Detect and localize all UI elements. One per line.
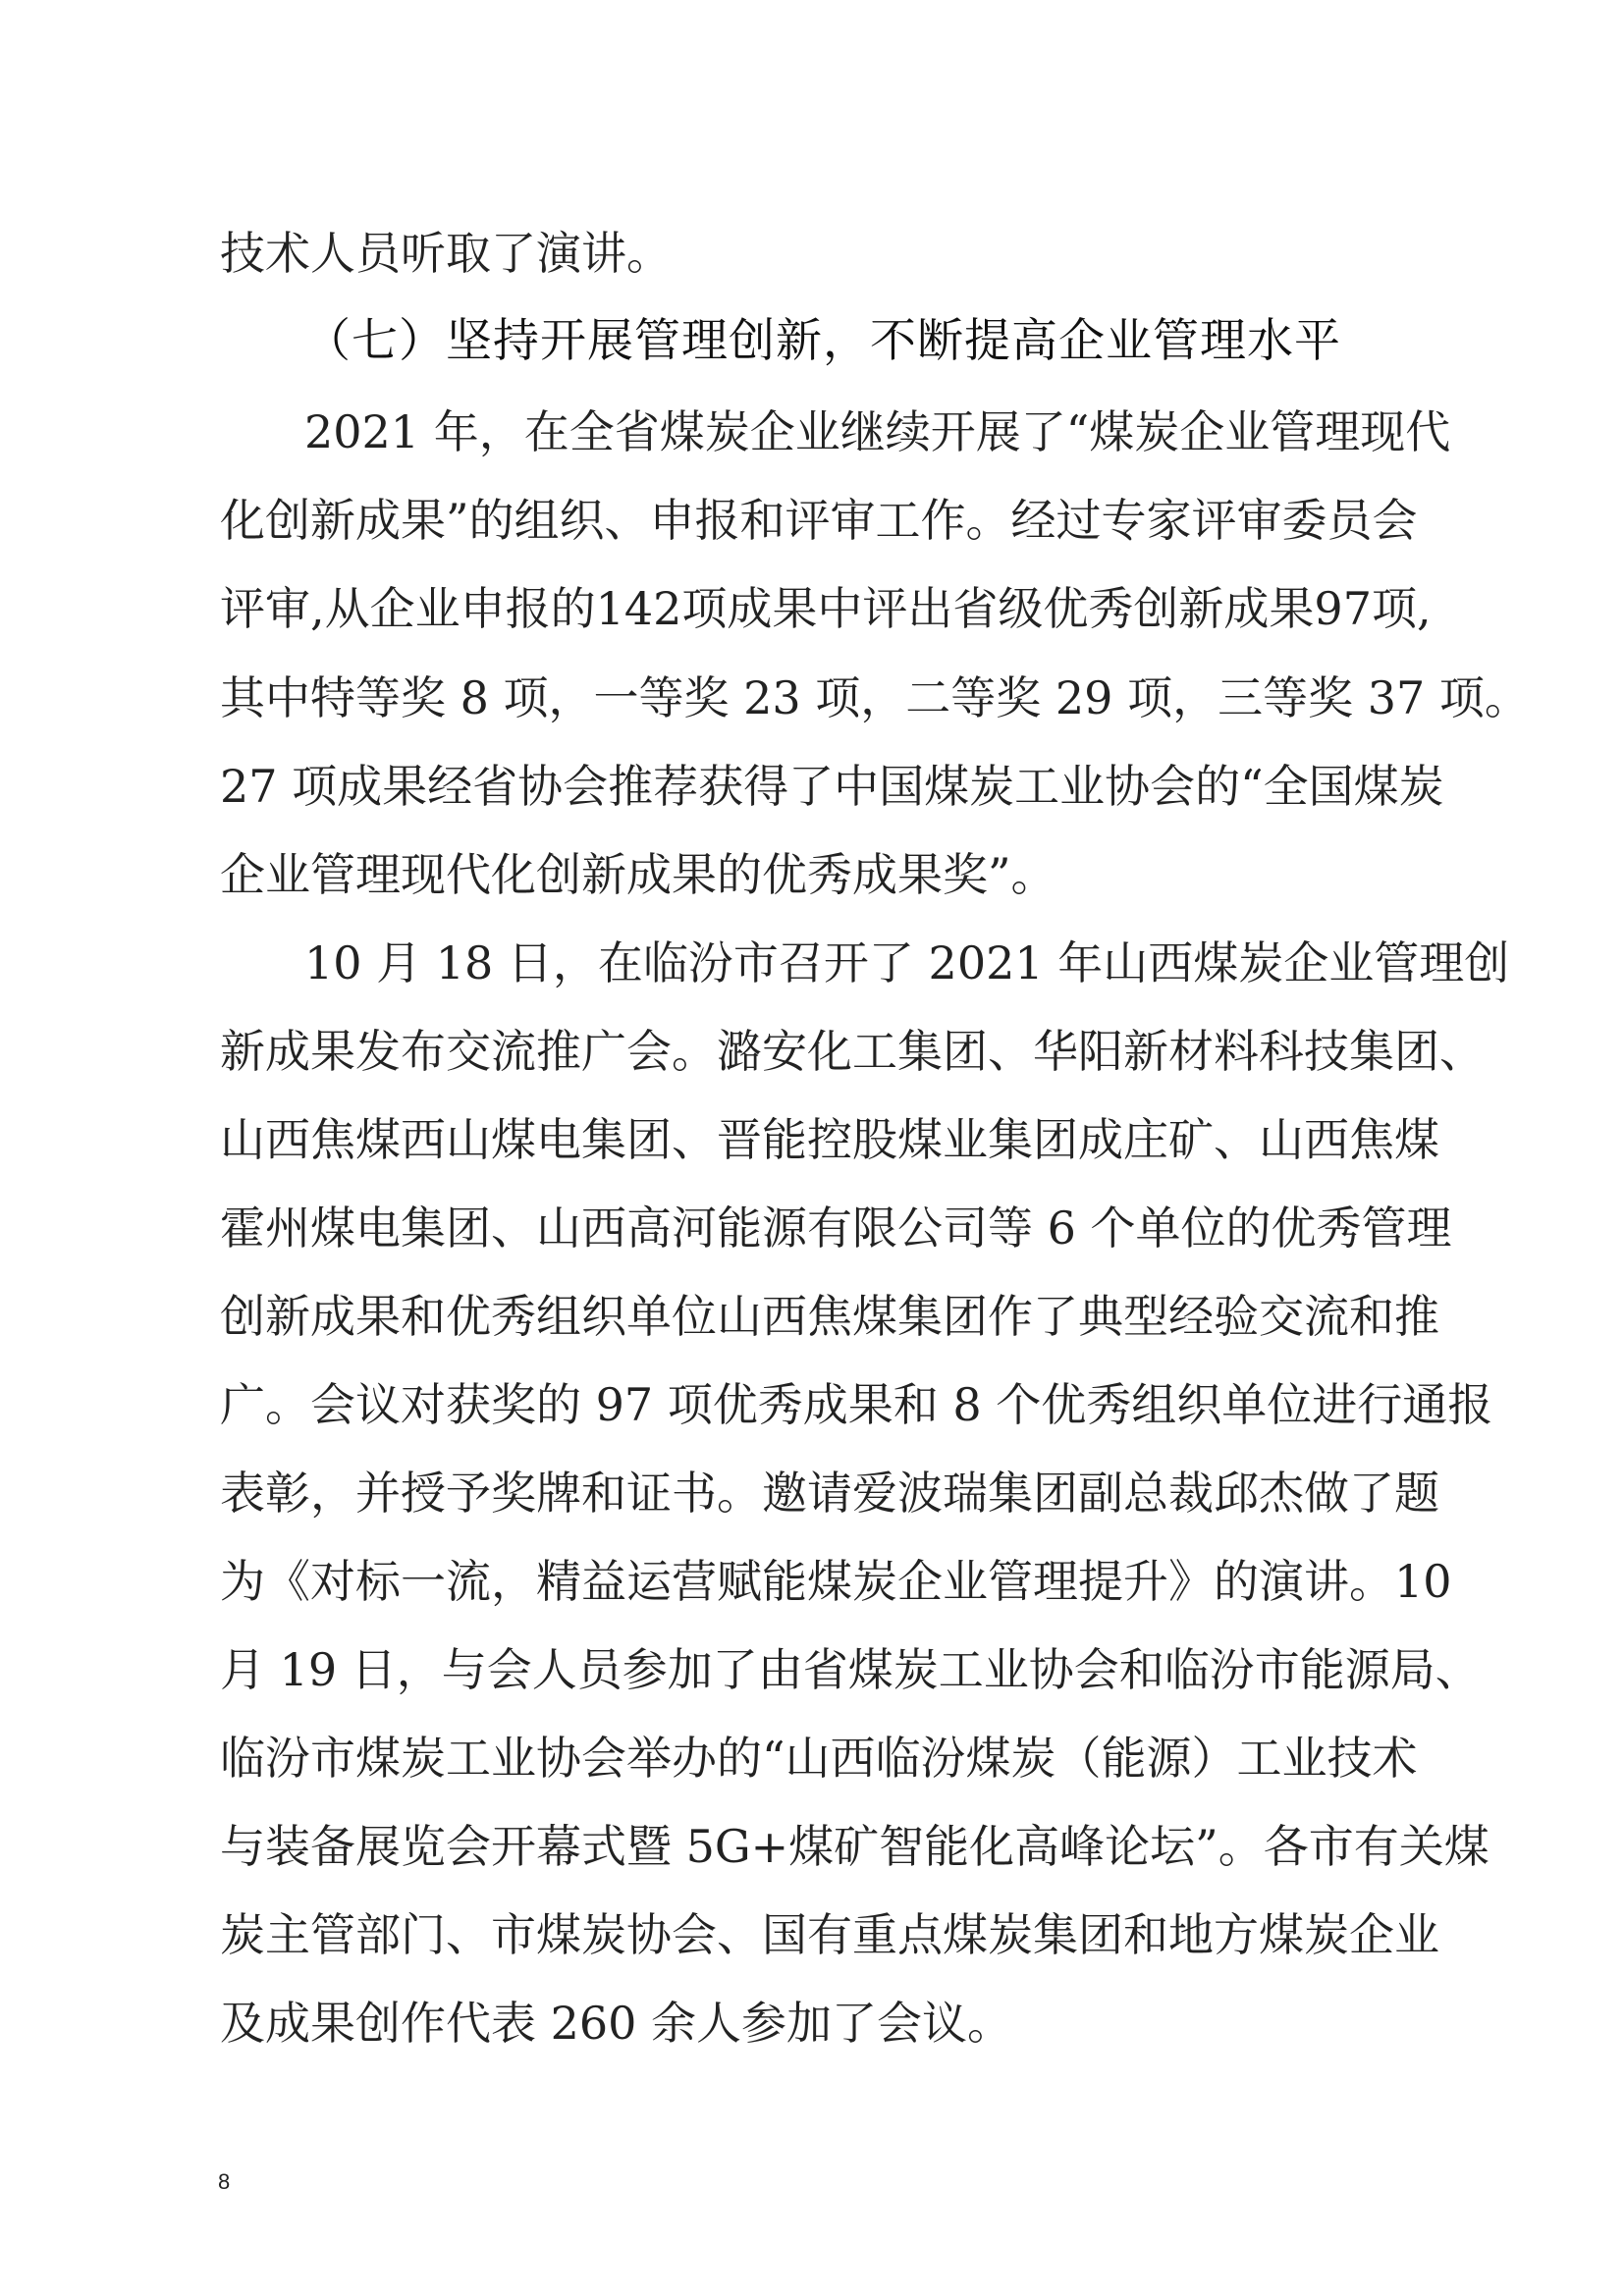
text-line: 技术人员听取了演讲。 bbox=[220, 227, 672, 280]
text-line: 化创新成果”的组织、申报和评审工作。经过专家评审委员会 bbox=[220, 494, 1418, 547]
section-heading: （七）坚持开展管理创新，不断提高企业管理水平 bbox=[304, 314, 1341, 368]
text-line: 月 19 日，与会人员参加了由省煤炭工业协会和临汾市能源局、 bbox=[220, 1643, 1481, 1696]
text-line: 创新成果和优秀组织单位山西焦煤集团作了典型经验交流和推 bbox=[220, 1290, 1439, 1343]
text-line: 其中特等奖 8 项，一等奖 23 项，二等奖 29 项，三等奖 37 项。 bbox=[220, 671, 1530, 724]
text-line: 2021 年，在全省煤炭企业继续开展了“煤炭企业管理现代 bbox=[304, 405, 1451, 458]
text-line: 广。会议对获奖的 97 项优秀成果和 8 个优秀组织单位进行通报 bbox=[220, 1378, 1493, 1431]
page-number: 8 bbox=[218, 2169, 231, 2194]
text-line: 为《对标一流，精益运营赋能煤炭企业管理提升》的演讲。10 bbox=[220, 1555, 1452, 1608]
text-line: 山西焦煤西山煤电集团、晋能控股煤业集团成庄矿、山西焦煤 bbox=[220, 1113, 1439, 1166]
text-line: 27 项成果经省协会推荐获得了中国煤炭工业协会的“全国煤炭 bbox=[220, 760, 1444, 813]
text-line: 炭主管部门、市煤炭协会、国有重点煤炭集团和地方煤炭企业 bbox=[220, 1908, 1439, 1961]
text-line: 临汾市煤炭工业协会举办的“山西临汾煤炭（能源）工业技术 bbox=[220, 1732, 1418, 1785]
text-line: 霍州煤电集团、山西高河能源有限公司等 6 个单位的优秀管理 bbox=[220, 1201, 1452, 1255]
text-line: 表彰，并授予奖牌和证书。邀请爱波瑞集团副总裁邱杰做了题 bbox=[220, 1467, 1439, 1520]
text-line: 新成果发布交流推广会。潞安化工集团、华阳新材料科技集团、 bbox=[220, 1025, 1485, 1078]
text-line: 及成果创作代表 260 余人参加了会议。 bbox=[220, 1997, 1013, 2050]
text-line: 10 月 18 日，在临汾市召开了 2021 年山西煤炭企业管理创 bbox=[304, 936, 1510, 989]
text-line: 评审,从企业申报的142项成果中评出省级优秀创新成果97项, bbox=[220, 582, 1432, 635]
text-line: 企业管理现代化创新成果的优秀成果奖”。 bbox=[220, 848, 1056, 901]
text-line: 与装备展览会开幕式暨 5G+煤矿智能化高峰论坛”。各市有关煤 bbox=[220, 1820, 1489, 1873]
